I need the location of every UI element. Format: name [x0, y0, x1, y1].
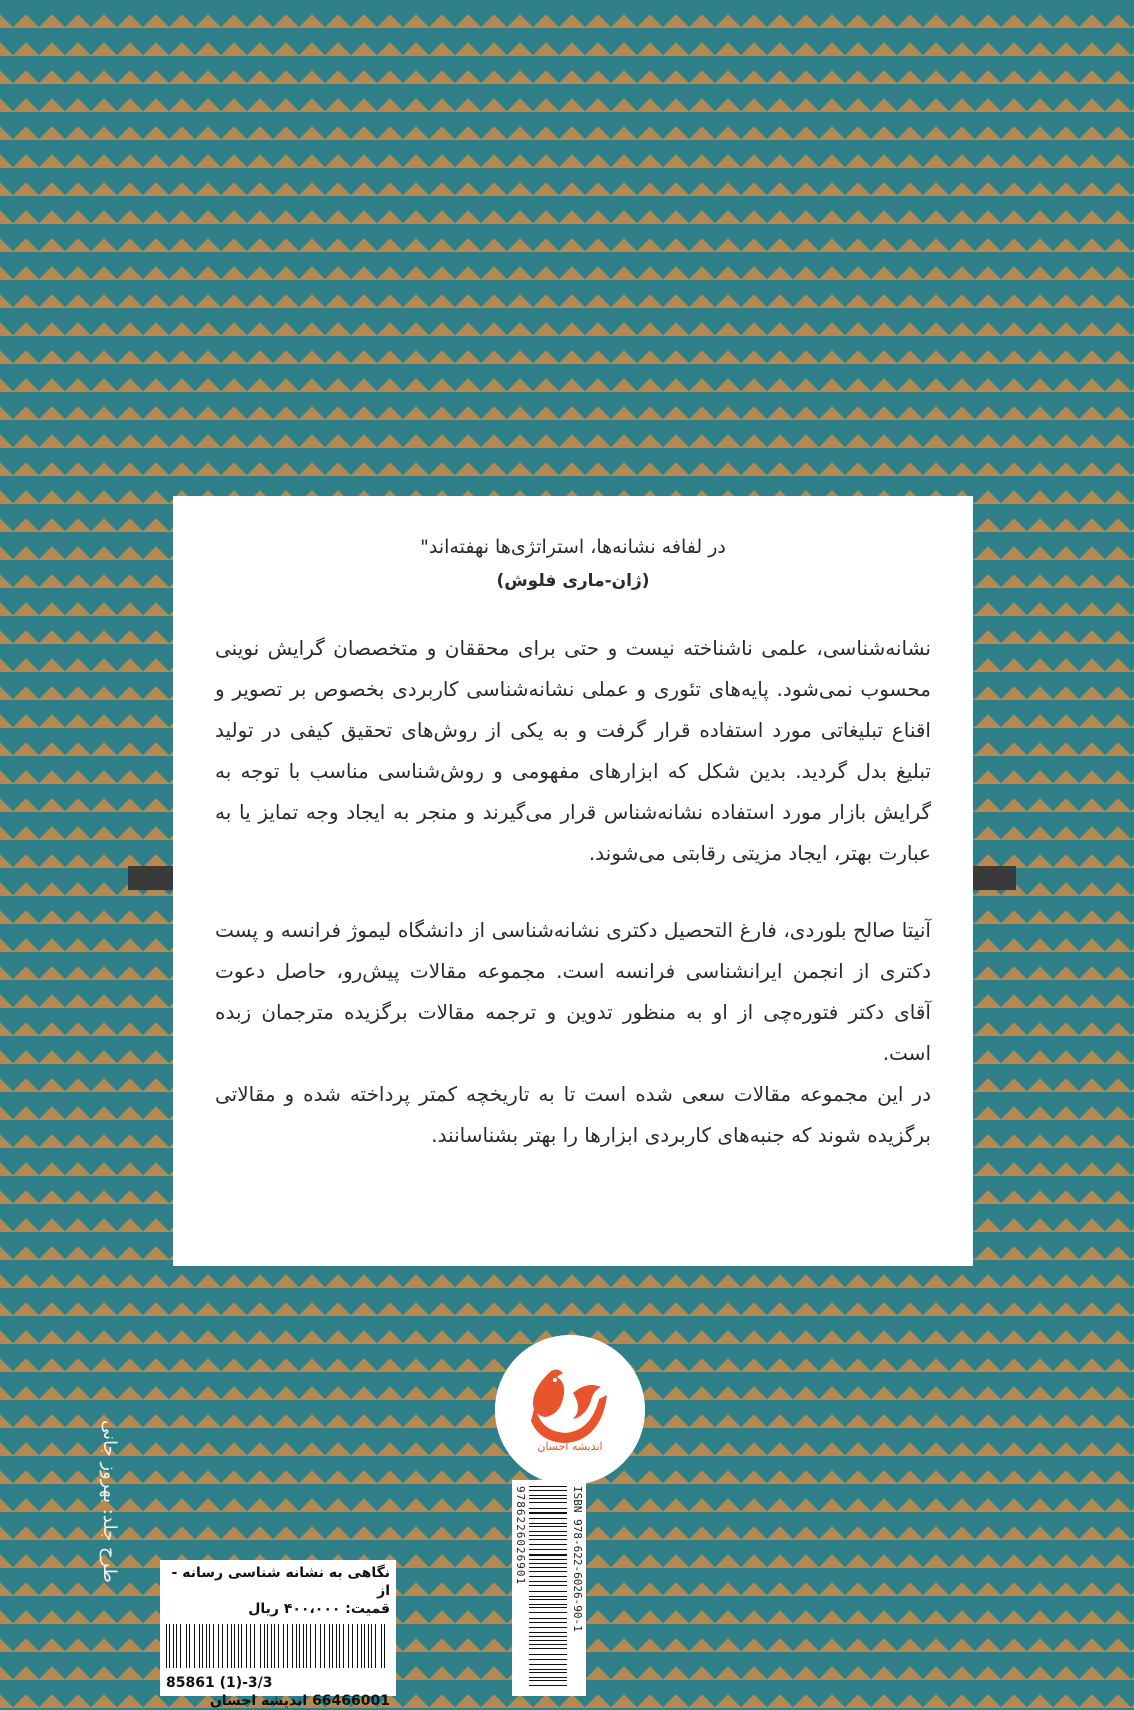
- cover-designer-credit: [86, 1420, 146, 1680]
- barcode-stripe: [213, 1624, 214, 1668]
- barcode-stripe: [371, 1624, 372, 1668]
- barcode-stripe: [305, 1624, 306, 1668]
- barcode-stripe: [529, 1642, 567, 1643]
- barcode-stripe: [310, 1624, 311, 1668]
- barcode-stripe: [248, 1624, 249, 1668]
- barcode-stripe: [529, 1645, 567, 1646]
- barcode-stripe: [339, 1624, 340, 1668]
- barcode-stripe: [529, 1630, 567, 1631]
- sticker-price: قمیت: ۴۰۰،۰۰۰ ریال: [166, 1600, 390, 1618]
- barcode-stripe: [364, 1624, 365, 1668]
- barcode-stripe: [354, 1624, 355, 1668]
- barcode-stripe: [227, 1624, 228, 1668]
- barcode-stripe: [529, 1486, 567, 1487]
- barcode-stripe: [529, 1680, 567, 1681]
- barcode-stripe: [299, 1624, 300, 1668]
- barcode-stripe: [529, 1605, 567, 1606]
- barcode-stripe: [529, 1498, 567, 1499]
- barcode-stripe: [529, 1571, 567, 1572]
- barcode-stripe: [529, 1539, 567, 1540]
- barcode-stripe: [308, 1624, 309, 1668]
- barcode-stripe: [274, 1624, 275, 1668]
- blurb-paragraph-1: نشانه‌شناسی، علمی ناشناخته نیست و حتی برای محققان و متخصصان گرایش نوینی محسوب نمی‌شود. پایه‌های تئوری و عملی نشانه‌شناسی کاربردی بخصوص بر تصویر و اقناع تبلیغاتی مورد استفاده قرار گرفت و به یکی از روش‌های تحقیق کیفی در تولید تبلیغ بدل گردید. بدین شکل که ابزارهای مفهومی و روش‌شناسی مناسب با توجه به گرایش بازار مورد استفاده نشانه‌شناس قرار می‌گیرند و منجر به ایجاد وجه تمایز یا به عبارت بهتر، ایجاد مزیتی رقابتی می‌شوند.: [215, 628, 931, 874]
- barcode-stripe: [529, 1554, 567, 1555]
- barcode-stripe: [529, 1532, 567, 1533]
- barcode-stripe: [322, 1624, 323, 1668]
- barcode-stripe: [269, 1624, 270, 1668]
- barcode-stripe: [529, 1561, 567, 1562]
- barcode-stripe: [529, 1677, 567, 1678]
- barcode-stripe: [336, 1624, 337, 1668]
- barcode-stripe: [529, 1648, 567, 1649]
- barcode-stripe: [367, 1624, 368, 1668]
- sticker-barcode: [166, 1624, 390, 1668]
- barcode-stripe: [529, 1521, 567, 1522]
- barcode-stripe: [375, 1624, 376, 1668]
- epigraph-quote: در لفافه نشانه‌ها، استراتژی‌ها نهفته‌اند": [215, 530, 931, 564]
- barcode-stripe: [529, 1581, 567, 1582]
- barcode-stripe: [529, 1619, 567, 1620]
- barcode-stripe: [262, 1624, 263, 1668]
- barcode-stripe: [200, 1624, 201, 1668]
- barcode-stripe: [317, 1624, 318, 1668]
- barcode-stripe: [529, 1490, 567, 1491]
- barcode-stripe: [378, 1624, 379, 1668]
- barcode-stripe: [284, 1624, 285, 1668]
- barcode-stripe: [529, 1552, 567, 1553]
- barcode-stripe: [529, 1664, 567, 1665]
- barcode-stripe: [529, 1502, 567, 1503]
- isbn-bars: [529, 1486, 567, 1690]
- barcode-stripe: [529, 1615, 567, 1616]
- isbn-label: ISBN 978-622-6026-90-1: [569, 1480, 586, 1696]
- barcode-stripe: [359, 1624, 360, 1668]
- sticker-title: نگاهی به نشانه شناسی رسانه - از: [166, 1564, 390, 1600]
- barcode-stripe: [529, 1496, 567, 1497]
- barcode-stripe: [219, 1624, 220, 1668]
- barcode-stripe: [298, 1624, 299, 1668]
- barcode-stripe: [303, 1624, 304, 1668]
- barcode-stripe: [529, 1656, 567, 1657]
- barcode-stripe: [315, 1624, 316, 1668]
- barcode-stripe: [529, 1567, 567, 1568]
- barcode-stripe: [529, 1524, 567, 1525]
- barcode-stripe: [529, 1627, 567, 1628]
- barcode-stripe: [334, 1624, 335, 1668]
- barcode-stripe: [529, 1531, 567, 1532]
- barcode-stripe: [280, 1624, 281, 1668]
- barcode-stripe: [241, 1624, 242, 1668]
- barcode-stripe: [529, 1510, 567, 1511]
- barcode-stripe: [180, 1624, 181, 1668]
- barcode-stripe: [169, 1624, 170, 1668]
- barcode-stripe: [272, 1624, 273, 1668]
- barcode-stripe: [233, 1624, 234, 1668]
- barcode-stripe: [202, 1624, 203, 1668]
- barcode-stripe: [210, 1624, 211, 1668]
- barcode-stripe: [529, 1622, 567, 1623]
- barcode-stripe: [330, 1624, 331, 1668]
- bird-logo-icon: [495, 1335, 645, 1485]
- barcode-stripe: [382, 1624, 383, 1668]
- barcode-stripe: [529, 1675, 567, 1676]
- barcode-stripe: [340, 1624, 341, 1668]
- barcode-stripe: [257, 1624, 258, 1668]
- barcode-stripe: [529, 1607, 567, 1608]
- barcode-stripe: [529, 1559, 567, 1560]
- barcode-stripe: [529, 1512, 567, 1513]
- price-sticker: [160, 1560, 396, 1696]
- barcode-stripe: [352, 1624, 353, 1668]
- barcode-stripe: [529, 1636, 567, 1637]
- barcode-stripe: [175, 1624, 176, 1668]
- barcode-stripe: [361, 1624, 362, 1668]
- isbn-barcode: [512, 1480, 586, 1696]
- collection-note-paragraph: در این مجموعه مقالات سعی شده است تا به تاریخچه کمتر پرداخته شده و مقالاتی برگزیده شوند که جنبه‌های کاربردی ابزارها را بهتر بشناسانند.: [215, 1074, 931, 1156]
- barcode-stripe: [529, 1546, 567, 1547]
- barcode-stripe: [250, 1624, 251, 1668]
- barcode-stripe: [187, 1624, 188, 1668]
- barcode-stripe: [529, 1596, 567, 1597]
- barcode-stripe: [206, 1624, 207, 1668]
- barcode-stripe: [529, 1670, 567, 1671]
- designer-signature: طرح جلد: بهروز جانی: [99, 1420, 120, 1583]
- barcode-stripe: [529, 1536, 567, 1537]
- barcode-stripe: [348, 1624, 349, 1668]
- publisher-logo: [495, 1335, 645, 1485]
- barcode-stripe: [243, 1624, 244, 1668]
- sticker-code: 85861 (1)-3/3: [166, 1674, 390, 1692]
- barcode-stripe: [292, 1624, 293, 1668]
- barcode-stripe: [194, 1624, 195, 1668]
- author-bio-paragraph: آنیتا صالح بلوردی، فارغ التحصیل دکتری نشانه‌شناسی از دانشگاه لیموژ فرانسه و پست دکتری از انجمن ایرانشناسی فرانسه است. مجموعه مقالات پیش‌رو، حاصل دعوت آقای دکتر فتوره‌چی از او به منظور تدوین و ترجمه مقالات برگزیده مترجمان زبده است.: [215, 910, 931, 1074]
- barcode-stripe: [529, 1599, 567, 1600]
- barcode-stripe: [231, 1624, 232, 1668]
- barcode-stripe: [287, 1624, 288, 1668]
- barcode-stripe: [529, 1585, 567, 1586]
- barcode-stripe: [183, 1624, 184, 1668]
- barcode-stripe: [238, 1624, 239, 1668]
- barcode-stripe: [529, 1682, 567, 1683]
- barcode-stripe: [267, 1624, 268, 1668]
- barcode-stripe: [529, 1526, 567, 1527]
- barcode-stripe: [529, 1640, 567, 1641]
- barcode-stripe: [224, 1624, 225, 1668]
- barcode-stripe: [529, 1578, 567, 1579]
- barcode-stripe: [237, 1624, 238, 1668]
- barcode-stripe: [370, 1624, 371, 1668]
- barcode-stripe: [529, 1572, 567, 1573]
- publisher-logo-text: اندیشه احسان: [495, 1440, 645, 1453]
- barcode-stripe: [529, 1544, 567, 1545]
- barcode-stripe: [529, 1565, 567, 1566]
- barcode-stripe: [264, 1624, 265, 1668]
- barcode-stripe: [278, 1624, 279, 1668]
- barcode-stripe: [324, 1624, 325, 1668]
- barcode-stripe: [529, 1688, 567, 1689]
- barcode-stripe: [294, 1624, 295, 1668]
- barcode-stripe: [529, 1654, 567, 1655]
- barcode-stripe: [529, 1594, 567, 1595]
- barcode-stripe: [529, 1602, 567, 1603]
- barcode-stripe: [529, 1492, 567, 1493]
- barcode-stripe: [172, 1624, 173, 1668]
- barcode-stripe: [529, 1661, 567, 1662]
- epigraph-author: (ژان-ماری فلوش): [215, 564, 931, 598]
- barcode-stripe: [529, 1505, 567, 1506]
- barcode-stripe: [384, 1624, 385, 1668]
- back-cover-text-panel: [173, 496, 973, 1266]
- barcode-stripe: [345, 1624, 346, 1668]
- barcode-stripe: [529, 1634, 567, 1635]
- barcode-stripe: [254, 1624, 255, 1668]
- barcode-stripe: [207, 1624, 208, 1668]
- isbn-digits: 9786226026901: [514, 1480, 527, 1696]
- barcode-stripe: [189, 1624, 190, 1668]
- barcode-stripe: [329, 1624, 330, 1668]
- barcode-stripe: [166, 1624, 167, 1668]
- barcode-stripe: [529, 1669, 567, 1670]
- barcode-stripe: [176, 1624, 177, 1668]
- barcode-stripe: [529, 1588, 567, 1589]
- barcode-stripe: [197, 1624, 198, 1668]
- barcode-stripe: [218, 1624, 219, 1668]
- barcode-stripe: [529, 1612, 567, 1613]
- barcode-stripe: [529, 1518, 567, 1519]
- sticker-publisher: 66466001 اندیشه احسان: [166, 1692, 390, 1710]
